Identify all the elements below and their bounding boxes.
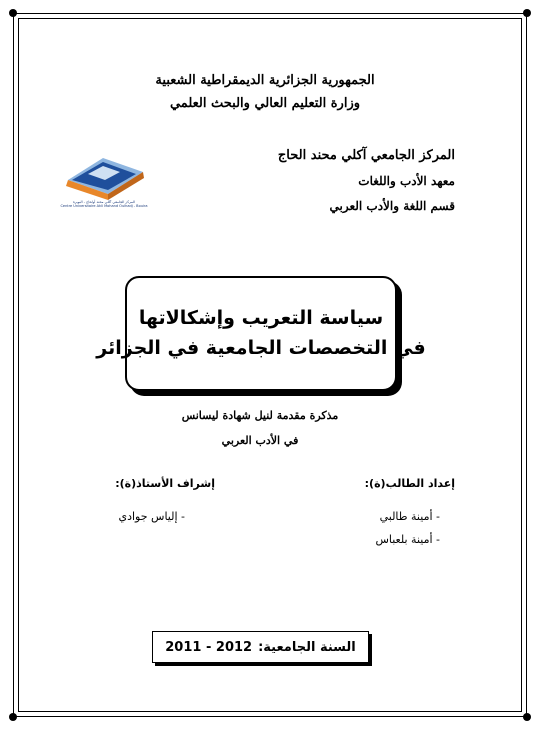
corner-ornament-tl (9, 9, 17, 17)
ministry-heading: وزارة التعليم العالي والبحث العلمي (169, 96, 361, 111)
logo-caption (60, 200, 148, 208)
student-name-1: - أمينة طالبي (379, 510, 440, 523)
university-logo-icon (58, 150, 148, 220)
thesis-title-line-1: سياسة التعريب وإشكالاتها (138, 307, 384, 330)
supervisor-name: - إلياس جوادي (118, 510, 185, 523)
students-label: إعداد الطالب(ة): (364, 477, 455, 490)
thesis-title-line-2: في التخصصات الجامعية في الجزائر (96, 336, 426, 359)
university-center-name: المركز الجامعي آكلي محند الحاج (277, 148, 455, 163)
logo-caption-ar: المركز الجامعي آكلي محند أولحاج - البويرة (72, 200, 136, 204)
memo-specialty: في الأدب العربي (221, 434, 299, 447)
corner-ornament-bl (9, 713, 17, 721)
academic-year-value: 2011 - 2012 (165, 639, 253, 655)
academic-year-box (152, 631, 369, 663)
republic-heading: الجمهورية الجزائرية الديمقراطية الشعبية (155, 73, 375, 88)
memo-description: مذكرة مقدمة لنيل شهادة ليسانس (181, 409, 339, 422)
corner-ornament-tr (523, 9, 531, 17)
thesis-title-box (96, 276, 426, 391)
corner-ornament-br (523, 713, 531, 721)
department-name: قسم اللغة والأدب العربي (329, 199, 455, 213)
institute-name: معهد الأدب واللغات (358, 174, 455, 188)
student-name-2: - أمينة بلعباس (375, 533, 440, 546)
supervisor-label: إشراف الأستاذ(ة): (115, 477, 215, 490)
academic-year-label: السنة الجامعية: (258, 639, 356, 655)
logo-caption-fr: Centre Universitaire Akli Mohand Oulhadj - Bouira (60, 204, 148, 209)
